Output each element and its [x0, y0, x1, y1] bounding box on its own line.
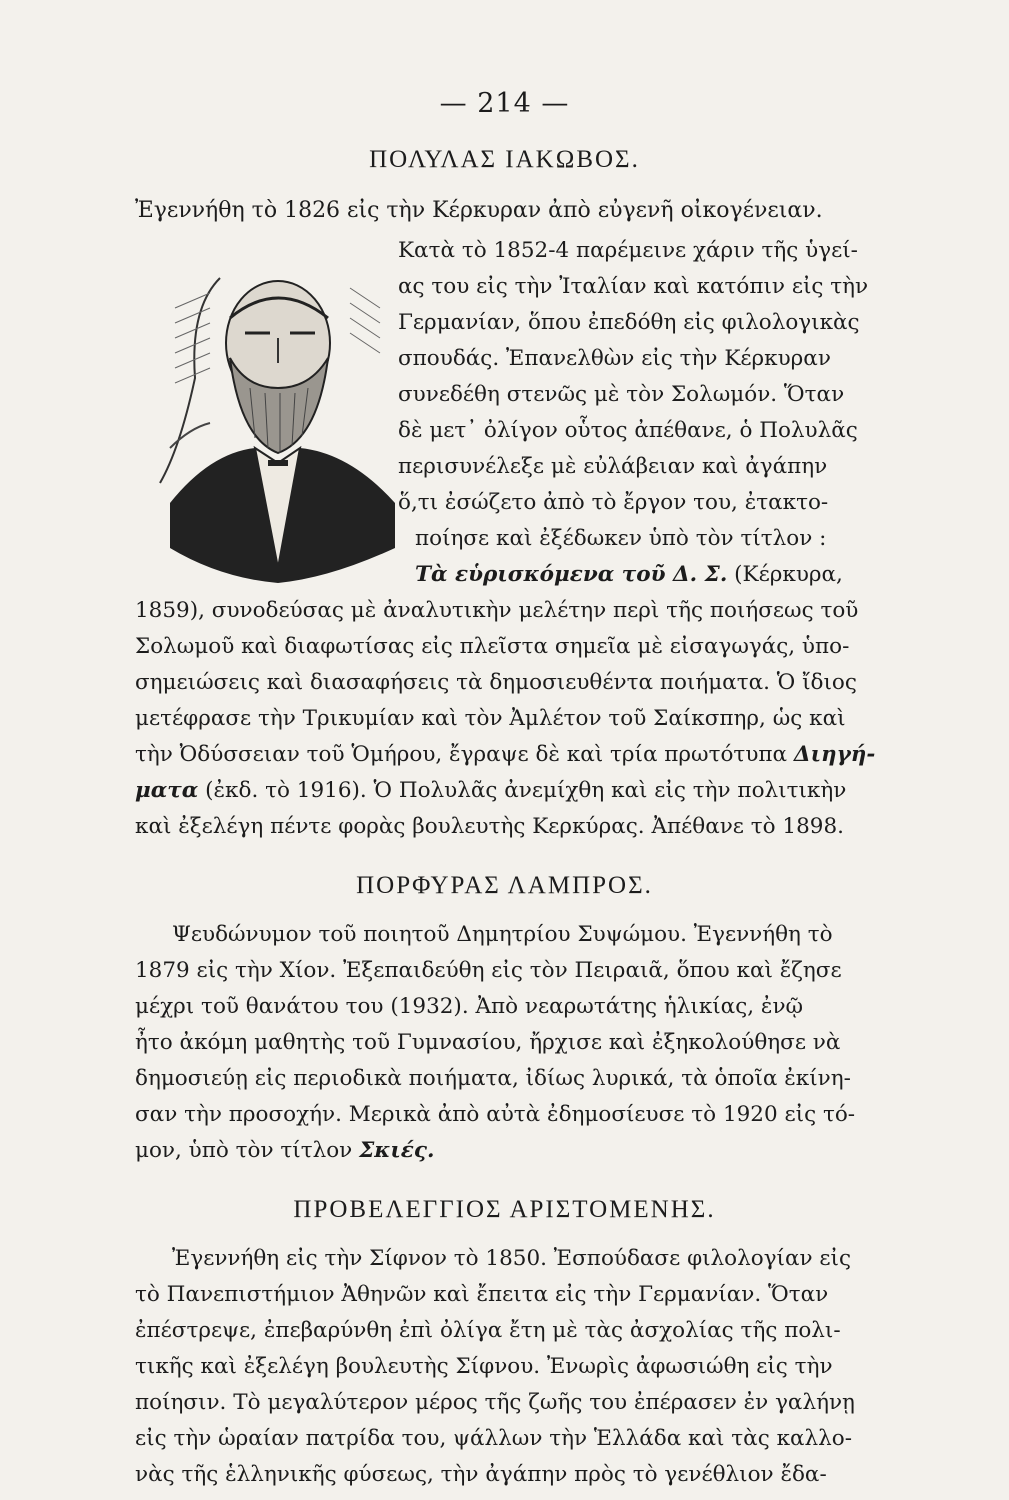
text-line: νὰς τῆς ἑλληνικῆς φύσεως, τὴν ἀγάπην πρὸς τὸ γενέθλιον ἔδα-: [135, 1462, 827, 1487]
entry-heading-provelengios: ΠΡΟΒΕΛΕΓΓΙΟΣ ΑΡΙΣΤΟΜΕΝΗΣ.: [293, 1196, 716, 1223]
text-line: σπουδάς. Ἐπανελθὼν εἰς τὴν Κέρκυραν: [398, 346, 831, 371]
text-line-with-title: [415, 562, 843, 587]
portrait-illustration: [150, 248, 405, 583]
text-line: 1859), συνοδεύσας μὲ ἀναλυτικὴν μελέτην περὶ τῆς ποιήσεως τοῦ: [135, 598, 859, 623]
text-line-with-title: [135, 742, 875, 767]
text-line-with-title: [135, 1138, 434, 1163]
work-title-part: Διηγή-: [793, 742, 876, 767]
text-line: δὲ μετ᾽ ὀλίγον οὗτος ἀπέθανε, ὁ Πολυλᾶς: [398, 418, 858, 443]
text-line: ας του εἰς τὴν Ἰταλίαν καὶ κατόπιν εἰς τὴν: [398, 274, 869, 299]
text-line: Κατὰ τὸ 1852-4 παρέμεινε χάριν τῆς ὑγεί-: [398, 238, 858, 263]
text-line: Ἐγεννήθη τὸ 1826 εἰς τὴν Κέρκυραν ἀπὸ εὐγενῆ οἰκογένειαν.: [135, 198, 823, 223]
text-line: ὅ,τι ἐσώζετο ἀπὸ τὸ ἔργον του, ἐτακτο-: [398, 490, 829, 515]
text-fragment: μον, ὑπὸ τὸν τίτλον: [135, 1138, 360, 1163]
text-line: περισυνέλεξε μὲ εὐλάβειαν καὶ ἀγάπην: [398, 454, 828, 479]
entry-heading-polylas: ΠΟΛΥΛΑΣ ΙΑΚΩΒΟΣ.: [369, 146, 640, 173]
text-line: τικῆς καὶ ἐξελέγη βουλευτὴς Σίφνου. Ἐνωρὶς ἀφωσιώθη εἰς τὴν: [135, 1354, 833, 1379]
text-fragment: (ἐκδ. τὸ 1916). Ὁ Πολυλᾶς ἀνεμίχθη καὶ εἰς τὴν πολιτικὴν: [198, 778, 847, 803]
text-line: 1879 εἰς τὴν Χίον. Ἐξεπαιδεύθη εἰς τὸν Πειραιᾶ, ὅπου καὶ ἔζησε: [135, 958, 842, 983]
text-line: ἦτο ἀκόμη μαθητὴς τοῦ Γυμνασίου, ἤρχισε καὶ ἐξηκολούθησε νὰ: [135, 1030, 841, 1055]
work-title: Σκιές.: [359, 1138, 435, 1163]
text-line: συνεδέθη στενῶς μὲ τὸν Σολωμόν. Ὅταν: [398, 382, 845, 407]
text-line: ποίησε καὶ ἐξέδωκεν ὑπὸ τὸν τίτλον :: [415, 526, 827, 551]
text-line: καὶ ἐξελέγη πέντε φορὰς βουλευτὴς Κερκύρας. Ἀπέθανε τὸ 1898.: [135, 814, 844, 839]
text-line: Σολωμοῦ καὶ διαφωτίσας εἰς πλεῖστα σημεῖα μὲ εἰσαγωγάς, ὑπο-: [135, 634, 850, 659]
text-line: μέχρι τοῦ θανάτου του (1932). Ἀπὸ νεαρωτάτης ἡλικίας, ἐνῷ: [135, 994, 804, 1019]
text-line: τὸ Πανεπιστήμιον Ἀθηνῶν καὶ ἔπειτα εἰς τὴν Γερμανίαν. Ὅταν: [135, 1282, 829, 1307]
work-title-part: ματα: [135, 778, 199, 803]
text-line: Γερμανίαν, ὅπου ἐπεδόθη εἰς φιλολογικὰς: [398, 310, 860, 335]
text-fragment: τὴν Ὀδύσσειαν τοῦ Ὁμήρου, ἔγραψε δὲ καὶ τρία πρωτότυπα: [135, 742, 788, 767]
text-line: ποίησιν. Τὸ μεγαλύτερον μέρος τῆς ζωῆς του ἐπέρασεν ἐν γαλήνῃ: [135, 1390, 855, 1415]
page-number: — 214 —: [439, 88, 570, 119]
text-line: μετέφρασε τὴν Τρικυμίαν καὶ τὸν Ἀμλέτον τοῦ Σαίκσπηρ, ὡς καὶ: [135, 706, 846, 731]
text-line: σαν τὴν προσοχήν. Μερικὰ ἀπὸ αὐτὰ ἐδημοσίευσε τὸ 1920 εἰς τό-: [135, 1102, 856, 1127]
text-line: Ψευδώνυμον τοῦ ποιητοῦ Δημητρίου Συψώμου. Ἐγεννήθη τὸ: [172, 922, 833, 947]
text-line: Ἐγεννήθη εἰς τὴν Σίφνον τὸ 1850. Ἐσπούδασε φιλολογίαν εἰς: [172, 1246, 852, 1271]
text-line: εἰς τὴν ὡραίαν πατρίδα του, ψάλλων τὴν Ἑλλάδα καὶ τὰς καλλο-: [135, 1426, 852, 1451]
text-fragment: (Κέρκυρα,: [727, 562, 843, 587]
text-line: δημοσιεύῃ εἰς περιοδικὰ ποιήματα, ἰδίως λυρικά, τὰ ὁποῖα ἐκίνη-: [135, 1066, 851, 1091]
entry-heading-porfyras: ΠΟΡΦΥΡΑΣ ΛΑΜΠΡΟΣ.: [356, 872, 653, 899]
text-line: σημειώσεις καὶ διασαφήσεις τὰ δημοσιευθέντα ποιήματα. Ὁ ἴδιος: [135, 670, 857, 695]
text-line-with-title: [135, 778, 846, 803]
text-line: ἐπέστρεψε, ἐπεβαρύνθη ἐπὶ ὀλίγα ἔτη μὲ τὰς ἀσχολίας τῆς πολι-: [135, 1318, 841, 1343]
work-title: Τὰ εὑρισκόμενα τοῦ Δ. Σ.: [415, 562, 728, 587]
